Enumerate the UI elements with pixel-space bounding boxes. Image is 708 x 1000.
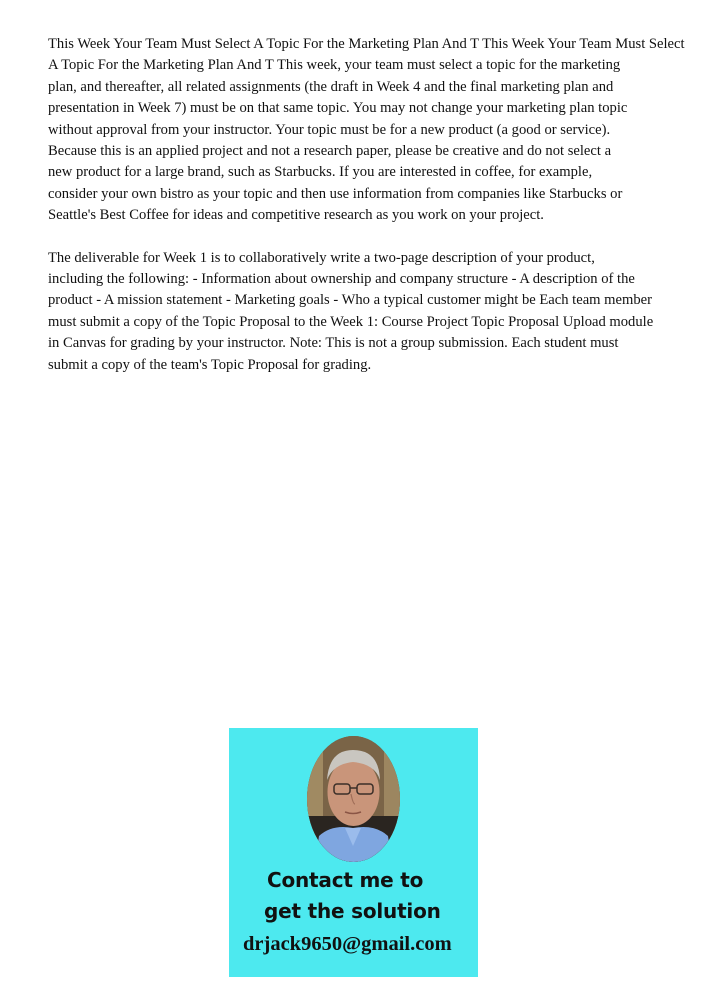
paragraph-spacer <box>48 227 698 248</box>
promo-headline-line1: Contact me to <box>267 868 424 892</box>
text-line: including the following: - Information about ownership and company structure - A description of the <box>48 271 635 288</box>
text-line: in Canvas for grading by your instructor. Note: This is not a group submission. Each student must <box>48 335 619 352</box>
contact-promo-banner <box>229 728 478 977</box>
person-portrait-icon <box>307 736 400 862</box>
text-line: plan, and thereafter, all related assignments (the draft in Week 4 and the final marketing plan and <box>48 78 614 95</box>
text-line: Seattle's Best Coffee for ideas and competitive research as you work on your project. <box>48 207 544 224</box>
text-line: A Topic For the Marketing Plan And T This week, your team must select a topic for the marketing <box>48 57 621 74</box>
text-line: new product for a large brand, such as Starbucks. If you are interested in coffee, for example, <box>48 164 593 181</box>
text-line: product - A mission statement - Marketing goals - Who a typical customer might be Each team member <box>48 292 653 309</box>
text-line: The deliverable for Week 1 is to collaboratively write a two-page description of your product, <box>48 249 595 266</box>
text-line: This Week Your Team Must Select A Topic For the Marketing Plan And T This Week Your Team Must Select <box>48 36 685 52</box>
paragraph-topic-selection <box>48 34 698 227</box>
text-line: consider your own bistro as your topic and then use information from companies like Starbucks or <box>48 185 623 202</box>
text-line: submit a copy of the team's Topic Proposal for grading. <box>48 356 372 373</box>
portrait-photo <box>307 736 400 862</box>
text-line: without approval from your instructor. Your topic must be for a new product (a good or service). <box>48 121 611 138</box>
text-line: presentation in Week 7) must be on that same topic. You may not change your marketing plan topic <box>48 100 628 117</box>
contact-email: drjack9650@gmail.com <box>243 933 452 955</box>
text-line: Because this is an applied project and not a research paper, please be creative and do not select a <box>48 143 612 160</box>
document-body <box>48 34 698 376</box>
promo-headline-line2: get the solution <box>264 899 441 923</box>
paragraph-deliverable <box>48 248 698 376</box>
text-line: must submit a copy of the Topic Proposal to the Week 1: Course Project Topic Proposal Upload module <box>48 313 654 330</box>
